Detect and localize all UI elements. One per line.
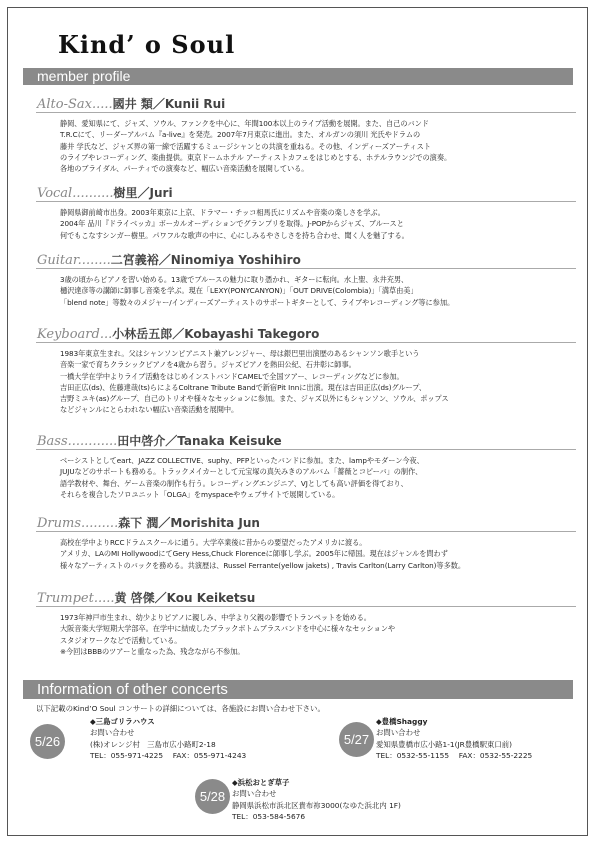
member-role: Bass............ bbox=[37, 434, 118, 449]
member-header bbox=[37, 515, 260, 532]
bio-line: 吉田正広(ds)、佐藤達哉(ts)らによるColtrane Tribute Bandで新宿Pit Innに出演。現在は吉田正広(ds)グループ、 bbox=[60, 382, 426, 392]
member-name: 樹里／Juri bbox=[113, 186, 173, 200]
bio-line: などジャンルにとらわれない幅広い音楽活動を展開中。 bbox=[60, 405, 239, 415]
venue-address: 静岡県浜松市浜北区貴布祢3000(なゆた浜北内 1F) bbox=[232, 800, 401, 810]
bio-line: 1973年神戸市生まれ、幼少よりピアノに親しみ、中学より父親の影響でトランペットを始める。 bbox=[60, 613, 371, 622]
member-name: 小林岳五郎／Kobayashi Takegoro bbox=[112, 327, 320, 341]
bio-line: 藤井 学氏など、ジャズ界の第一線で活躍するミュージシャンとの共演を重ねる。その他、インディーズアーティスト bbox=[60, 141, 431, 151]
member-bio bbox=[60, 118, 580, 174]
member-divider bbox=[36, 112, 576, 113]
member-bio bbox=[60, 455, 580, 500]
bio-line: T.R.Cにて、リーダーアルバム『a-live』を発売。2007年7月東京に進出。また、オルガンの須川 光氏やドラムの bbox=[60, 130, 421, 140]
bio-line: 各地のブライダル、パーティでの演奏など、幅広い音楽活動を展開している。 bbox=[60, 164, 309, 174]
member-bio bbox=[60, 348, 580, 416]
concert-info-3 bbox=[232, 777, 401, 822]
venue-name: ◆三島ゴリラハウス bbox=[90, 717, 155, 726]
contact-label: お問い合わせ bbox=[90, 728, 135, 738]
bio-line: 2004年 品川『ドライベッカ』ボーカルオーディションでグランプリを取得。J-POPからジャズ、ブルースと bbox=[60, 219, 404, 229]
info-intro: 以下記載のKind’O Soul コンサートの詳細については、各施設にお問い合わせ下さい。 bbox=[36, 704, 325, 713]
bio-line: 一橋大学在学中よりライブ活動をはじめインストバンドCAMELで全国ツアー、レコーディングなどに参加。 bbox=[60, 371, 404, 381]
member-role: Keyboard... bbox=[37, 327, 113, 342]
bio-line: 何でもこなすシンガー樹里。パワフルな歌声の中に、心にしみるやさしさを持ち合わせ、聞く人を魅了する。 bbox=[60, 230, 409, 240]
bio-line: 吉野ミユキ(as)グループ、自己のトリオや様々なセッションに参加。また、ジャズ以外にもシャンソン、ソウル、ポップス bbox=[60, 394, 449, 404]
bio-line: 「blend note」等数々のメジャー/インディーズアーティストのサポートギターとして、ライブやレコーディング等に参加。 bbox=[60, 297, 455, 307]
member-role: Drums......... bbox=[37, 516, 119, 531]
bio-line: 静岡県御前崎市出身。2003年東京に上京、ドラマー・チッコ相馬氏にリズムや音楽の楽しさを学ぶ。 bbox=[60, 208, 385, 217]
member-role: Trumpet..... bbox=[37, 591, 115, 606]
member-bio bbox=[60, 274, 580, 308]
bio-line: アメリカ、LAのMI HollywoodにてGery Hess,Chuck Florenceに師事し学ぶ。2005年に帰国。現在はジャンルを問わず bbox=[60, 549, 448, 559]
bio-line: 3歳の頃からピアノを習い始める。13歳でブルースの魅力に取り憑かれ、ギターに転向。水上聖、永井充男、 bbox=[60, 275, 409, 284]
bio-line: 静岡、愛知県にて、ジャズ、ソウル、ファンクを中心に、年間100本以上のライブ活動を展開。また、自己のバンド bbox=[60, 119, 429, 128]
bio-line: ベーシストとしてeart、JAZZ COLLECTIVE、suphy、PFPといったバンドに参加。また、lampやモダーン今夜、 bbox=[60, 456, 424, 465]
bio-line: 大阪音楽大学短期大学部卒。在学中に結成したブラックボトムブラスバンドを中心に様々なセッションや bbox=[60, 624, 395, 634]
member-divider bbox=[36, 449, 576, 450]
bio-line: 語学教材や、舞台、ゲーム音楽の制作も行う。レコーディングエンジニア、VJとしても高い評価を得ており、 bbox=[60, 478, 408, 488]
contact-label: お問い合わせ bbox=[232, 789, 277, 799]
member-divider bbox=[36, 531, 576, 532]
member-header bbox=[37, 326, 319, 343]
page-title: Kind’ o Soul bbox=[58, 30, 236, 59]
bio-line: 1983年東京生まれ。父はシャンソンピアニスト兼アレンジャー、母は銀巴里出演歴のあるシャンソン歌手という bbox=[60, 349, 420, 358]
info-heading: Information of other concerts bbox=[23, 680, 573, 699]
member-bio bbox=[60, 612, 580, 657]
venue-address: 愛知県豊橋市広小路1-1(JR豊橋駅東口前) bbox=[376, 739, 513, 749]
member-name: 國井 類／Kunii Rui bbox=[112, 97, 226, 111]
member-divider bbox=[36, 268, 576, 269]
bio-line: スタジオワークなどで活動している。 bbox=[60, 635, 182, 645]
bio-line: のライブやレコーディング、楽曲提供。東京ドームホテル アーティストカフェをはじめとする、ホテルラウンジでの演奏。 bbox=[60, 152, 452, 162]
concert-info-2 bbox=[376, 716, 532, 761]
member-header bbox=[37, 433, 282, 450]
venue-phone: TEL：055-971-4225 FAX：055-971-4243 bbox=[90, 750, 247, 760]
contact-label: お問い合わせ bbox=[376, 728, 421, 738]
date-badge-3: 5/28 bbox=[195, 779, 230, 814]
member-divider bbox=[36, 201, 576, 202]
concert-info-1 bbox=[90, 716, 246, 761]
member-header bbox=[37, 185, 173, 202]
member-name: 二宮義裕／Ninomiya Yoshihiro bbox=[110, 253, 301, 267]
member-divider bbox=[36, 606, 576, 607]
venue-name: ◆豊橋Shaggy bbox=[376, 717, 428, 726]
venue-phone: TEL：0532-55-1155 FAX：0532-55-2225 bbox=[376, 750, 533, 760]
venue-address: (株)オレンジ村 三島市広小路町2-18 bbox=[90, 739, 216, 749]
date-badge-1: 5/26 bbox=[30, 724, 65, 759]
bio-line: それらを複合したソロユニット「OLGA」をmyspaceやウェブサイトで展開している。 bbox=[60, 489, 340, 499]
bio-line: 音楽一家で育ちクラシックピアノを4歳から習う。ジャズピアノを熱田公紀、石井彰に師事。 bbox=[60, 360, 356, 370]
member-role: Alto-Sax..... bbox=[37, 97, 113, 112]
member-role: Vocal.......... bbox=[37, 186, 114, 201]
bio-line: 樋沢達彦等の講師に師事し音楽を学ぶ。現在「LEXY(PONYCANYON)」「OUT DRIVE(Colombia)」「満草由美」 bbox=[60, 286, 418, 296]
bio-line: JUJUなどのサポートも務める。トラックメイカーとして元宝塚の真矢みきのアルバム「薔薇とコピーバ」の制作、 bbox=[60, 467, 423, 477]
member-bio bbox=[60, 537, 580, 571]
bio-line: 高校在学中よりRCCドラムスクールに通う。大学卒業後に昔からの要望だったアメリカに渡る。 bbox=[60, 538, 367, 547]
member-name: 田中啓介／Tanaka Keisuke bbox=[117, 434, 282, 448]
member-bio bbox=[60, 207, 580, 241]
venue-phone: TEL：053-584-5676 bbox=[232, 811, 306, 821]
bio-line: 様々なアーティストのバックを務める。共演歴は、Russel Ferrante(yellow jakets) , Travis Carlton(Larry Carlton)等多数。 bbox=[60, 560, 465, 570]
date-badge-2: 5/27 bbox=[339, 722, 374, 757]
member-name: 黄 啓傑／Kou Keiketsu bbox=[114, 591, 256, 605]
member-header bbox=[37, 252, 301, 269]
bio-line: ※今回はBBBのツアーと重なった為、残念ながら不参加。 bbox=[60, 646, 245, 656]
member-name: 森下 潤／Morishita Jun bbox=[118, 516, 260, 530]
member-role: Guitar........ bbox=[37, 253, 111, 268]
venue-name: ◆浜松おとぎ草子 bbox=[232, 778, 290, 787]
member-profile-heading: member profile bbox=[23, 68, 573, 85]
member-header bbox=[37, 590, 255, 607]
member-header bbox=[37, 96, 225, 113]
member-divider bbox=[36, 342, 576, 343]
